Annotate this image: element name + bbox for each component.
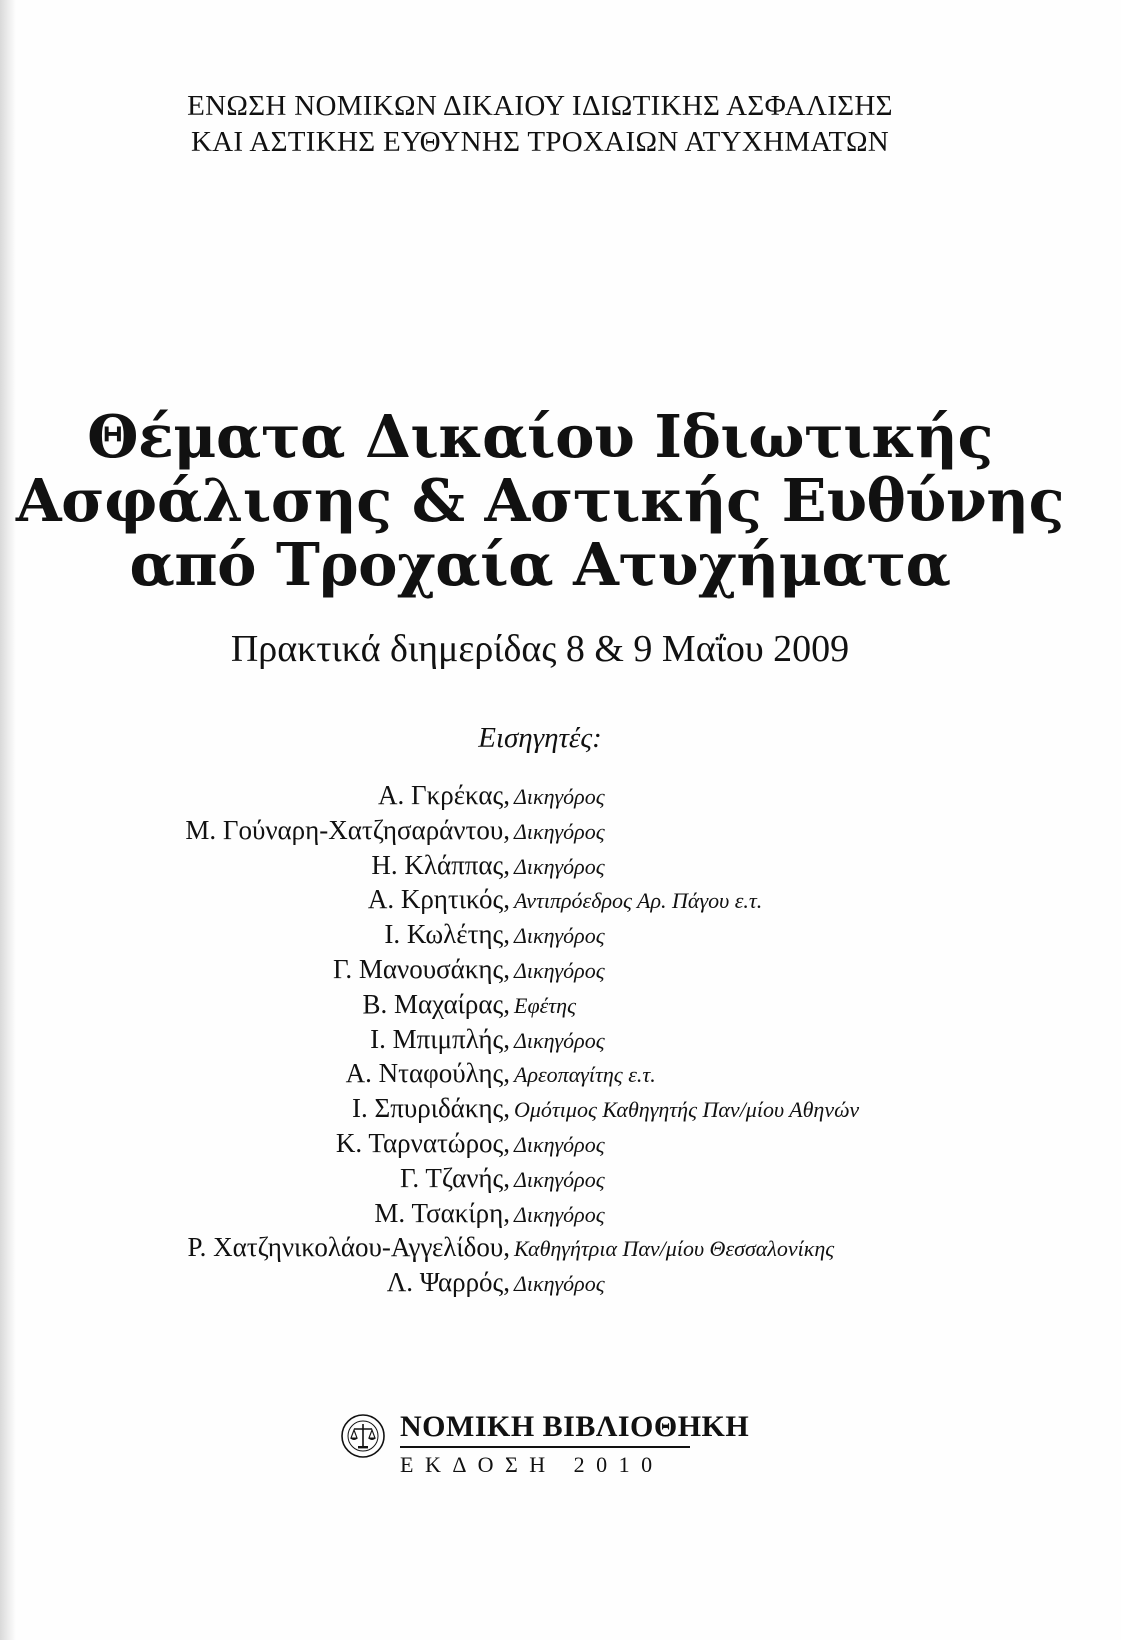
speakers-heading: Εισηγητές: xyxy=(478,722,602,754)
speaker-name: Ι. Κωλέτης, xyxy=(384,919,510,950)
speaker-item xyxy=(0,919,1080,954)
speaker-role: Ομότιμος Καθηγητής Παν/μίου Αθηνών xyxy=(514,1097,860,1123)
book-title xyxy=(0,402,1080,599)
organization-line-2: ΚΑΙ ΑΣΤΙΚΗΣ ΕΥΘΥΝΗΣ ΤΡΟΧΑΙΩΝ ΑΤΥΧΗΜΑΤΩΝ xyxy=(190,126,890,158)
speaker-item xyxy=(0,1267,1080,1302)
speaker-name: Λ. Ψαρρός, xyxy=(386,1267,510,1298)
speaker-item xyxy=(0,850,1080,885)
speaker-role: Δικηγόρος xyxy=(514,1166,605,1192)
speaker-name: Β. Μαχαίρας, xyxy=(362,988,510,1019)
speaker-item xyxy=(0,1024,1080,1059)
book-subtitle: Πρακτικά διημερίδας 8 & 9 Μαΐου 2009 xyxy=(230,628,850,670)
speaker-role: Δικηγόρος xyxy=(514,784,605,809)
speakers-list xyxy=(0,780,1080,1302)
speaker-role: Καθηγήτρια Παν/μίου Θεσσαλονίκης xyxy=(514,1236,835,1262)
speaker-name: Γ. Μανουσάκης, xyxy=(333,953,510,984)
speaker-role: Δικηγόρος xyxy=(514,1201,605,1227)
speaker-item xyxy=(0,1128,1080,1163)
speaker-name: Η. Κλάππας, xyxy=(371,849,510,880)
speaker-item xyxy=(0,1198,1080,1233)
speaker-item xyxy=(0,954,1080,989)
speaker-name: Μ. Γούναρη-Χατζησαράντου, xyxy=(185,814,510,845)
speaker-item xyxy=(0,1163,1080,1198)
organization-header xyxy=(0,88,1080,160)
speaker-name: Γ. Τζανής, xyxy=(400,1162,510,1193)
speaker-item xyxy=(0,1058,1080,1093)
speaker-role: Δικηγόρος xyxy=(514,853,605,879)
speaker-item xyxy=(0,884,1080,919)
speaker-item xyxy=(0,780,1080,815)
speaker-role: Εφέτης xyxy=(514,992,576,1018)
book-title-line-1: Θέματα Δικαίου Ιδιωτικής xyxy=(87,402,993,471)
speaker-item xyxy=(0,989,1080,1024)
speaker-name: Α. Γκρέκας, xyxy=(378,780,510,810)
speaker-item xyxy=(0,815,1080,850)
speaker-role: Αρεοπαγίτης ε.τ. xyxy=(514,1062,656,1088)
speaker-role: Δικηγόρος xyxy=(514,818,605,844)
scales-of-justice-seal-icon xyxy=(340,1413,386,1459)
organization-line-1: ΕΝΩΣΗ ΝΟΜΙΚΩΝ ΔΙΚΑΙΟΥ ΙΔΙΩΤΙΚΗΣ ΑΣΦΑΛΙΣΗΣ xyxy=(187,90,893,122)
speaker-item xyxy=(0,1232,1080,1267)
speaker-name: Ι. Μπιμπλής, xyxy=(370,1023,510,1054)
speaker-role: Αντιπρόεδρος Αρ. Πάγου ε.τ. xyxy=(514,888,763,914)
speaker-name: Μ. Τσακίρη, xyxy=(374,1197,510,1228)
speaker-item xyxy=(0,1093,1080,1128)
speaker-role: Δικηγόρος xyxy=(514,1131,605,1157)
book-title-line-3: από Τροχαία Ατυχήματα xyxy=(129,530,951,599)
speaker-name: Κ. Ταρνατώρος, xyxy=(335,1127,510,1158)
publisher-name: ΝΟΜΙΚΗ ΒΙΒΛΙΟΘΗΚΗ xyxy=(400,1410,690,1448)
publisher-edition: ΕΚΔΟΣΗ 2010 xyxy=(400,1452,664,1477)
speaker-name: Α. Νταφούλης, xyxy=(345,1058,510,1089)
speaker-role: Δικηγόρος xyxy=(514,923,605,949)
speaker-role: Δικηγόρος xyxy=(514,957,605,983)
speaker-name: Α. Κρητικός, xyxy=(367,884,510,915)
speaker-name: Ι. Σπυριδάκης, xyxy=(352,1093,510,1124)
speaker-role: Δικηγόρος xyxy=(514,1027,605,1053)
speaker-role: Δικηγόρος xyxy=(514,1271,605,1297)
book-title-line-2: Ασφάλισης & Αστικής Ευθύνης xyxy=(15,466,1065,535)
speaker-name: Ρ. Χατζηνικολάου-Αγγελίδου, xyxy=(187,1232,510,1263)
publisher-block xyxy=(400,1410,750,1480)
